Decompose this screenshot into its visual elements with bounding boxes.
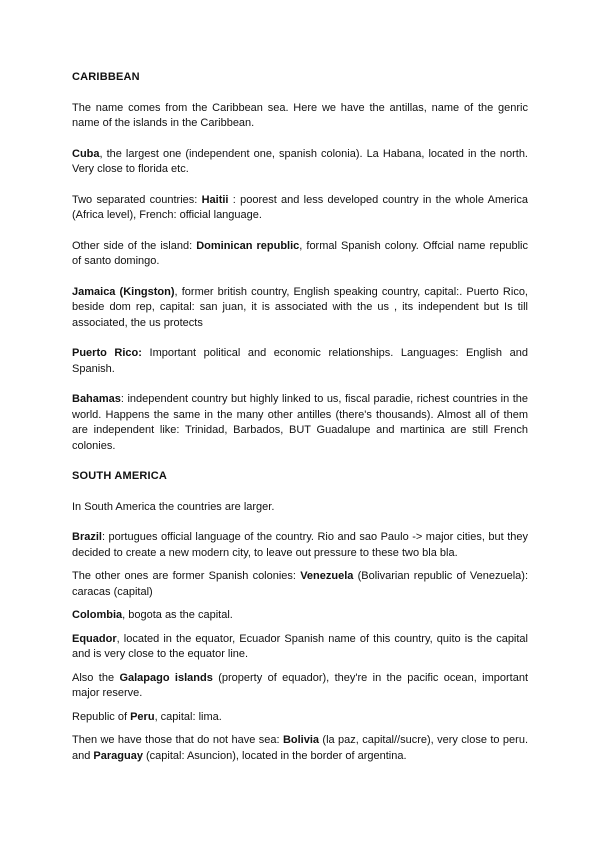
bolivia-label: Bolivia xyxy=(282,734,320,746)
dominican-pre: Other side of the island: xyxy=(72,239,197,252)
venezuela-text: (Bolivarian republic of Venezuela): caracas (capital) xyxy=(72,570,529,598)
bolivia-pre: Then we have those that do not have sea: xyxy=(72,734,283,746)
equador-text: , located in the equator, Ecuador Spanish name of this country, quito is the capital and is very close to the equator line. xyxy=(72,632,528,660)
haiti-label: Haitii xyxy=(201,193,229,206)
jamaica-label: Jamaica (Kingston) xyxy=(72,285,175,298)
bahamas-text: : independent country but highly linked to us, fiscal paradie, richest countries in the world. Happens the same in the many other antilles (there's thousands). Almost all of them are independent like: Trinidad, Barbados, BUT Guadalupe and martinica are still French colonies. xyxy=(72,393,528,452)
cuba-text: , the largest one (independent one, spanish colonia). La Habana, located in the north. Very close to florida etc. xyxy=(72,147,528,175)
haiti-paragraph xyxy=(72,193,528,224)
cuba-label: Cuba xyxy=(72,147,100,160)
galapago-label: Galapago islands xyxy=(119,671,213,684)
paraguay-text: (capital: Asuncion), located in the border of argentina. xyxy=(142,749,407,762)
bahamas-paragraph xyxy=(72,392,528,454)
galapago-paragraph xyxy=(72,671,528,702)
paraguay-label: Paraguay xyxy=(93,749,143,762)
galapago-text: (property of equador), they're in the pacific ocean, important major reserve. xyxy=(72,671,529,699)
equador-paragraph xyxy=(72,632,528,663)
equador-label: Equador xyxy=(72,632,117,645)
caribbean-intro: The name comes from the Caribbean sea. Here we have the antillas, name of the genric name of the islands in the Caribbean. xyxy=(72,101,528,129)
document-page xyxy=(72,64,528,772)
caribbean-heading: CARIBBEAN xyxy=(72,71,140,83)
haiti-text: : poorest and less developed country in the whole America (Africa level), French: official language. xyxy=(72,193,528,221)
venezuela-paragraph xyxy=(72,569,528,600)
haiti-pre: Two separated countries: xyxy=(72,193,202,206)
puerto-rico-label: Puerto Rico: xyxy=(72,347,142,359)
peru-text: , capital: lima. xyxy=(154,710,222,723)
brazil-paragraph xyxy=(72,530,528,561)
brazil-text: : portugues official language of the country. Rio and sao Paulo -> major cities, but they decided to create a new modern city, to leave out pressure to these two bla bla. xyxy=(72,531,528,559)
peru-label: Peru xyxy=(130,710,155,723)
puerto-rico-paragraph xyxy=(72,346,528,377)
peru-pre: Republic of xyxy=(72,710,131,723)
jamaica-paragraph xyxy=(72,285,528,332)
dominican-paragraph xyxy=(72,239,528,270)
bolivia-text: (la paz, capital//sucre), very close to peru. and xyxy=(72,734,528,762)
colombia-text: , bogota as the capital. xyxy=(122,609,233,621)
bolivia-paraguay-paragraph xyxy=(72,733,528,764)
peru-paragraph xyxy=(72,710,528,726)
colombia-paragraph xyxy=(72,608,528,624)
venezuela-pre: The other ones are former Spanish colonies: xyxy=(72,570,301,582)
bahamas-label: Bahamas xyxy=(72,393,121,405)
dominican-text: , formal Spanish colony. Offcial name republic of santo domingo. xyxy=(72,239,528,267)
south-america-heading: SOUTH AMERICA xyxy=(72,470,168,482)
colombia-label: Colombia xyxy=(72,609,123,621)
south-america-intro: In South America the countries are larger. xyxy=(72,500,275,513)
brazil-label: Brazil xyxy=(72,531,102,543)
venezuela-label: Venezuela xyxy=(300,570,354,582)
cuba-paragraph xyxy=(72,147,528,178)
galapago-pre: Also the xyxy=(72,671,120,684)
puerto-rico-text: Important political and economic relationships. Languages: English and Spanish. xyxy=(72,347,528,375)
dominican-label: Dominican republic xyxy=(196,239,300,252)
jamaica-text: , former british country, English speaking country, capital:. Puerto Rico, beside dom rep, capital: san juan, it is associated with the us , its independent but Is till associated, the us protects xyxy=(72,285,528,329)
